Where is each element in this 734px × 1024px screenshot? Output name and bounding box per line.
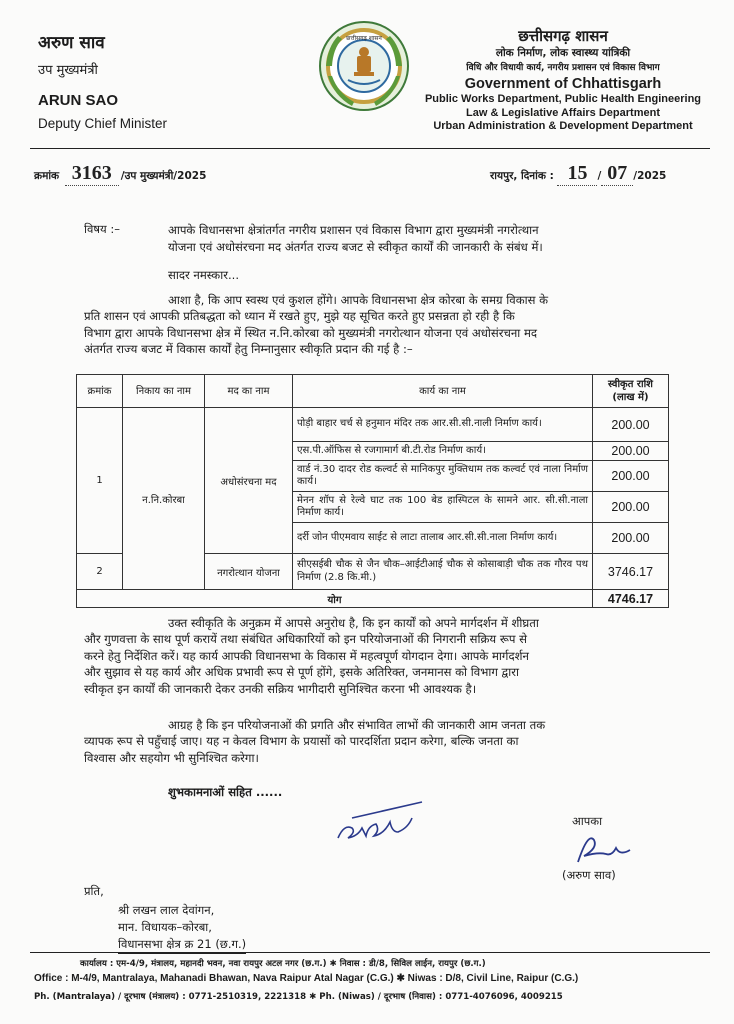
svg-text:छत्तीसगढ़ शासन: छत्तीसगढ़ शासन [346, 35, 382, 42]
table-total-row [77, 590, 669, 608]
paragraph-3-line: आग्रह है कि इन परियोजनाओं की प्रगति और संभावित लाभों की जानकारी आम जनता तक [168, 718, 546, 732]
paragraph-2 [84, 615, 668, 697]
letter-date: रायपुर, दिनांक : 15 / 07 /2025 [490, 162, 667, 184]
paragraph-3 [84, 717, 668, 766]
paragraph-1-line: प्रति शासन एवं आपकी प्रतिबद्धता को ध्यान में रखते हुए, मुझे यह सूचित करते हुए प्रसन्नता हो रही है कि [84, 309, 515, 324]
date-label: रायपुर, दिनांक : [490, 170, 554, 182]
col-header-serial: क्रमांक [77, 375, 123, 408]
paragraph-3-line: विश्वास और सहयोग भी सुनिश्चित करेगा। [84, 750, 259, 765]
amount-cell: 200.00 [593, 408, 669, 442]
minister-title-hindi: उप मुख्यमंत्री [38, 63, 98, 78]
date-year: /2025 [633, 170, 667, 182]
amount-cell: 200.00 [593, 442, 669, 461]
amount-cell: 200.00 [593, 461, 669, 492]
yours-label: आपका [572, 814, 603, 828]
work-cell: पोड़ी बाहार चर्च से हनुमान मंदिर तक आर.सी.सी.नाली निर्माण कार्य। [293, 408, 593, 442]
work-cell: मेनन शॉप से रेल्वे घाट तक 100 बेड हास्पिटल के सामने आर. सी.सी.नाला निर्माण कार्य। [293, 492, 593, 523]
footer-phone: Ph. (Mantralaya) / दूरभाष (मंत्रालय) : 0771-2510319, 2221318 ✱ Ph. (Niwas) / दूरभाष (निवास) : 0771-4076096, 4009215 [34, 992, 563, 1002]
minister-name-hindi: अरुण साव [38, 33, 105, 53]
paragraph-1-line: अंतर्गत राज्य बजट में विकास कार्यों हेतु निम्नानुसार स्वीकृति प्रदान की गई है :– [84, 342, 413, 357]
work-cell: वार्ड नं.30 दादर रोड कल्वर्ट से मानिकपुर मुक्तिधाम तक कल्वर्ट एवं नाला निर्माण कार्य। [293, 461, 593, 492]
amount-cell: 200.00 [593, 523, 669, 554]
recipient-name: श्री लखन लाल देवांगन, [118, 903, 215, 917]
paragraph-1 [84, 292, 668, 358]
signatory-name: (अरुण साव) [562, 868, 616, 882]
department-english-2: Law & Legislative Affairs Department [466, 106, 660, 119]
department-hindi-1: लोक निर्माण, लोक स्वास्थ्य यांत्रिकी [495, 47, 631, 59]
serial-cell: 2 [77, 554, 123, 590]
greeting: सादर नमस्कार... [168, 268, 240, 282]
paragraph-2-line: स्वीकृत इन कार्यों की जानकारी देकर उनकी सक्रिय भागीदारी सुनिश्चित करना भी आवश्यक है। [84, 681, 477, 696]
work-cell: सीएसईबी चौक से जैन चौक–आईटीआई चौक से कोसाबाड़ी चौक तक गौरव पथ निर्माण (2.8 कि.मी.) [293, 554, 593, 590]
head-cell: नगरोत्थान योजना [205, 554, 293, 590]
paragraph-1-line: आशा है, कि आप स्वस्थ एवं कुशल होंगे। आपके विधानसभा क्षेत्र कोरबा के समग्र विकास के [168, 293, 549, 307]
state-emblem-seal [318, 20, 410, 112]
footer-address-english: Office : M-4/9, Mantralaya, Mahanadi Bhawan, Nava Raipur Atal Nagar (C.G.) ✱ Niwas : D/8, Civil Line, Raipur (C.G.) [34, 973, 579, 984]
department-hindi-2: विधि और विधायी कार्य, नगरीय प्रशासन एवं विकास विभाग [466, 63, 660, 73]
minister-name-english: ARUN SAO [38, 92, 119, 109]
subject-line-1: आपके विधानसभा क्षेत्रांतर्गत नगरीय प्रशासन एवं विकास विभाग द्वारा मुख्यमंत्री नगरोत्थान [168, 223, 539, 237]
recipient-designation: मान. विधायक–कोरबा, [118, 920, 212, 934]
total-label: योग [77, 590, 593, 608]
date-day: 15 [557, 162, 597, 186]
paragraph-2-line: और सुझाव से यह कार्य और अधिक प्रभावी रूप से पूर्ण होंगे, इसके अतिरिक्त, जनमानस को विभाग द्वारा [84, 665, 519, 680]
total-amount: 4746.17 [593, 590, 669, 608]
reference-number [34, 162, 206, 186]
reference-suffix: /उप मुख्यमंत्री/2025 [120, 170, 207, 182]
table-row [77, 408, 669, 442]
col-header-head: मद का नाम [205, 375, 293, 408]
government-hindi: छत्तीसगढ़ शासन [518, 27, 608, 45]
body-cell: न.नि.कोरबा [123, 408, 205, 590]
minister-title-english: Deputy Chief Minister [38, 116, 168, 131]
serial-cell: 1 [77, 408, 123, 554]
paragraph-1-line: विभाग द्वारा आपके विधानसभा क्षेत्र में स्थित न.नि.कोरबा को मुख्यमंत्री नगरोत्थान योजना एवं अधोसंरचना मद [84, 325, 538, 340]
header-divider [30, 148, 710, 149]
department-english-1: Public Works Department, Public Health Engineering [424, 93, 702, 105]
table-header-row [77, 375, 669, 408]
date-month: 07 [601, 162, 633, 186]
col-header-amount: स्वीकृत राशि (लाख में) [593, 375, 669, 408]
initials-signature [330, 798, 450, 850]
paragraph-3-line: व्यापक रूप से पहुँचाई जाए। यह न केवल विभाग के प्रयासों को पारदर्शिता प्रदान करेगा, बल्कि जनता का [84, 734, 519, 749]
paragraph-2-line: उक्त स्वीकृति के अनुक्रम में आपसे अनुरोध है, कि इन कार्यों को अपने मार्गदर्शन में शीघ्रता [168, 616, 539, 630]
work-cell: दर्री जोन पीएमवाय साईट से लाटा तालाब आर.सी.सी.नाला निर्माण कार्य। [293, 523, 593, 554]
work-cell: एस.पी.ऑफिस से रजगामार्ग बी.टी.रोड निर्माण कार्य। [293, 442, 593, 461]
amount-cell: 3746.17 [593, 554, 669, 590]
subject-line-2: योजना एवं अधोसंरचना मद अंतर्गत राज्य बजट से स्वीकृत कार्यों की जानकारी के संबंध में। [168, 240, 543, 254]
sanctioned-works-table [76, 374, 669, 608]
head-cell: अधोसंरचना मद [205, 408, 293, 554]
recipient-constituency: विधानसभा क्षेत्र क्र 21 (छ.ग.) [118, 936, 246, 954]
government-english: Government of Chhattisgarh [464, 76, 662, 92]
amount-cell: 200.00 [593, 492, 669, 523]
recipient-block [118, 902, 246, 954]
minister-signature [572, 832, 642, 868]
footer-divider [30, 952, 710, 953]
department-english-3: Urban Administration & Development Department [433, 120, 693, 132]
reference-handwritten-number: 3163 [65, 162, 119, 186]
col-header-body: निकाय का नाम [123, 375, 205, 408]
subject-label: विषय :– [84, 222, 120, 236]
closing-wishes: शुभकामनाओं सहित ...... [168, 785, 283, 799]
paragraph-2-line: करने हेतु निर्देशित करें। यह कार्य आपकी विधानसभा के विकास में महत्वपूर्ण योगदान देगा। आपके मार्गदर्शन [84, 648, 529, 663]
footer-address-hindi: कार्यालय : एम-4/9, मंत्रालय, महानदी भवन, नवा रायपुर अटल नगर (छ.ग.) ✱ निवास : डी/8, सिविल लाईन, रायपुर (छ.ग.) [80, 959, 486, 969]
col-header-work: कार्य का नाम [293, 375, 593, 408]
recipient-prefix: प्रति, [84, 884, 104, 898]
reference-label: क्रमांक [34, 170, 60, 182]
paragraph-2-line: और गुणवत्ता के साथ पूर्ण करायें तथा संबंधित अधिकारियों को इन परियोजनाओं की निगरानी सक्रिय रूप से [84, 632, 527, 647]
